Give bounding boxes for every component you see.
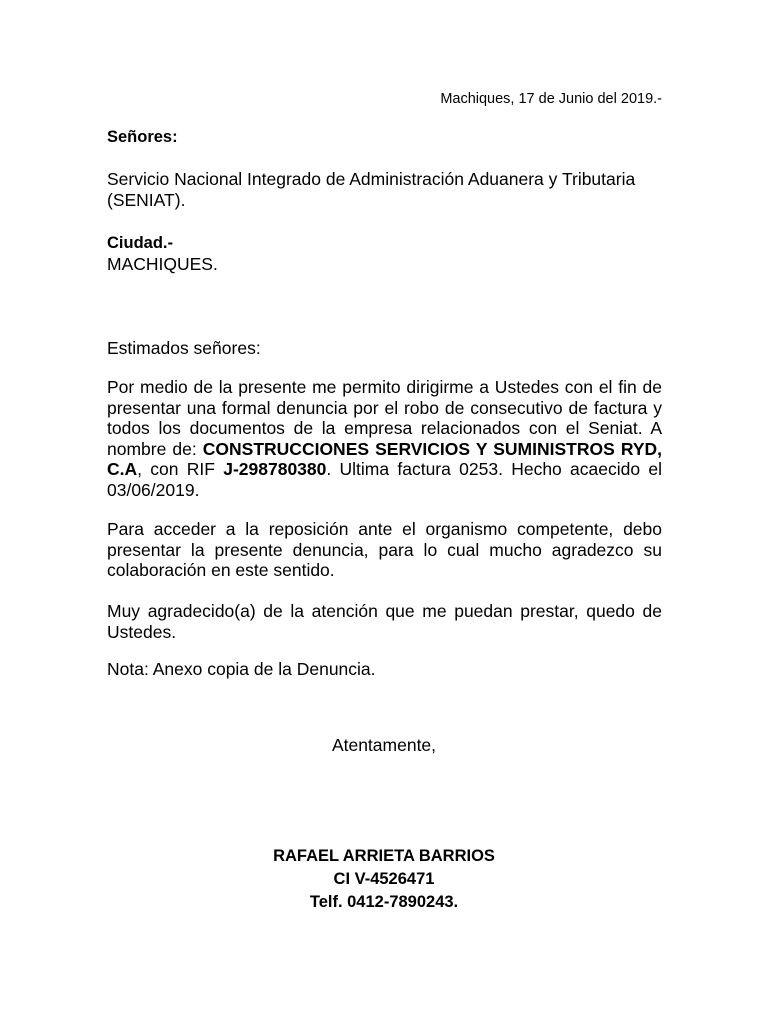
closing: Atentamente, bbox=[331, 735, 437, 755]
rif-text: , con RIF bbox=[137, 459, 224, 479]
signature-block bbox=[0, 845, 768, 914]
city-label: Ciudad.- bbox=[107, 234, 173, 252]
rif-number: J-298780380 bbox=[223, 459, 327, 479]
company-name: CONSTRUCCIONES SERVICIOS Y SUMINISTROS RYD, C.A bbox=[107, 438, 662, 479]
signer-name: RAFAEL ARRIETA BARRIOS bbox=[273, 847, 495, 865]
signer-id: CI V-4526471 bbox=[333, 870, 435, 888]
addressee: Servicio Nacional Integrado de Administración Aduanera y Tributaria (SENIAT). bbox=[107, 169, 636, 210]
note: Nota: Anexo copia de la Denuncia. bbox=[107, 659, 376, 679]
date-line: Machiques, 17 de Junio del 2019.- bbox=[440, 91, 662, 107]
greeting: Estimados señores: bbox=[107, 338, 261, 358]
paragraph-complaint-intro: Por medio de la presente me permito dirigirme a Ustedes con el fin de presentar una formal denuncia por el robo de consecutivo de factura y todos los documentos de la empresa relacionados con el Seniat. A nombre de: bbox=[107, 377, 662, 459]
paragraph-thanks: Muy agradecido(a) de la atención que me puedan prestar, quedo de Ustedes. bbox=[107, 601, 662, 642]
city: MACHIQUES. bbox=[107, 254, 218, 274]
signer-phone: Telf. 0412-7890243. bbox=[309, 893, 459, 911]
salutation-label: Señores: bbox=[107, 128, 178, 146]
paragraph-complaint bbox=[107, 377, 662, 500]
paragraph-request: Para acceder a la reposición ante el organismo competente, debo presentar la presente denuncia, para lo cual mucho agradezco su colaboración en este sentido. bbox=[107, 519, 662, 580]
paragraph-complaint-ending: . Ultima factura 0253. Hecho acaecido el 03/06/2019. bbox=[107, 459, 662, 500]
